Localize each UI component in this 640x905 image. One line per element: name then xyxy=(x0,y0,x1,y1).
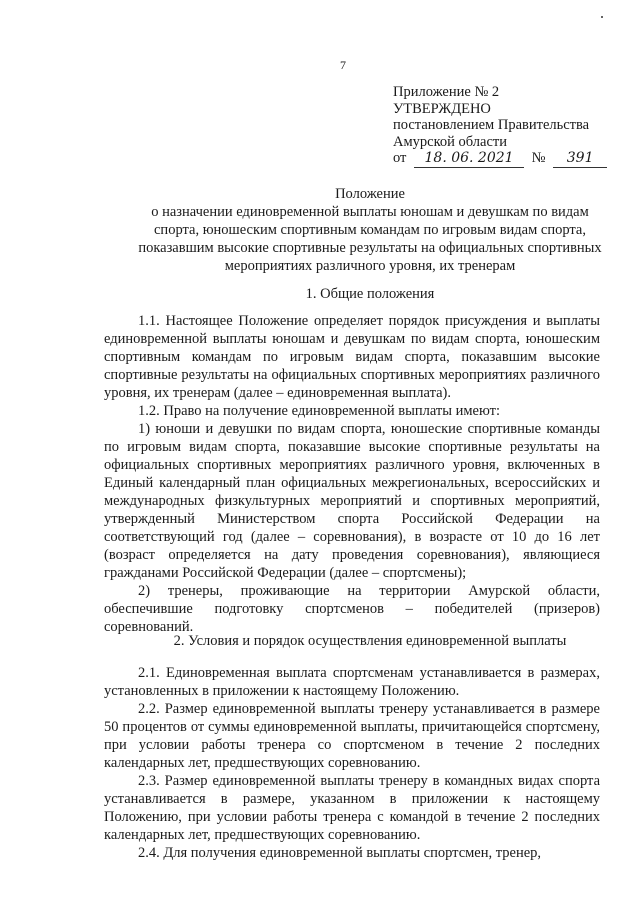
scan-speck xyxy=(601,16,603,18)
paragraph-1-2-item-2: 2) тренеры, проживающие на территории Амурской области, обеспечившие подготовку спортсменов – победителей (призеров) соревнований. xyxy=(104,583,600,635)
document-title xyxy=(110,185,630,275)
title-line-5: мероприятиях различного уровня, их тренерам xyxy=(224,258,516,274)
section-2-heading: 2. Условия и порядок осуществления единовременной выплаты xyxy=(173,633,567,649)
section-1-body xyxy=(104,312,600,636)
approval-stamp-block xyxy=(393,84,607,168)
section-1-heading: 1. Общие положения xyxy=(305,286,435,302)
number-label: № xyxy=(531,150,546,166)
approved-label: УТВЕРЖДЕНО xyxy=(393,100,491,117)
appendix-label: Приложение № 2 xyxy=(393,84,500,100)
title-line-1: Положение xyxy=(335,186,405,202)
paragraph-1-1: 1.1. Настоящее Положение определяет порядок присуждения и выплаты единовременной выплаты юношам и девушкам по видам спорта, юношеским спортивным командам по игровым видам спорта, показавшим высокие спортивные результаты на официальных спортивных мероприятиях различного уровня, их тренерам (далее – единовременная выплата). xyxy=(104,313,600,401)
title-line-2: о назначении единовременной выплаты юношам и девушкам по видам xyxy=(151,204,589,220)
handwritten-number: 391 xyxy=(553,150,607,168)
approval-date-line xyxy=(393,150,607,168)
section-2-body xyxy=(104,664,600,862)
paragraph-1-2-item-1: 1) юноши и девушки по видам спорта, юношеские спортивные команды по игровым видам спорта, показавшие высокие спортивные результаты на официальных спортивных мероприятиях различного уровня, включенных в Единый календарный план официальных межрегиональных, всероссийских и международных физкультурных мероприятий и спортивных мероприятий, утвержденный Министерством спорта Российской Федерации на соответствующий год (далее – соревнования), в возрасте от 10 до 16 лет (возраст определяется на дату проведения соревнования), являющиеся гражданами Российской Федерации (далее – спортсмены); xyxy=(104,421,600,581)
title-line-3: спорта, юношеским спортивным командам по игровым видам спорта, xyxy=(154,222,586,238)
paragraph-2-2: 2.2. Размер единовременной выплаты тренеру устанавливается в размере 50 процентов от суммы единовременной выплаты, причитающейся спортсмену, при условии работы тренера со спортсменом в течение 2 последних календарных лет, предшествующих соревнованию. xyxy=(104,701,600,771)
paragraph-2-4: 2.4. Для получения единовременной выплаты спортсмен, тренер, xyxy=(138,845,542,861)
paragraph-2-3: 2.3. Размер единовременной выплаты тренеру в командных видах спорта устанавливается в размере, указанном в приложении к настоящему Положению, при условии работы тренера с командой в течение 2 последних календарных лет, предшествующих соревнованию. xyxy=(104,773,600,843)
paragraph-2-1: 2.1. Единовременная выплата спортсменам устанавливается в размерах, установленных в приложении к настоящему Положению. xyxy=(104,665,600,699)
approved-by-line-1: постановлением Правительства xyxy=(393,117,590,133)
handwritten-date: 18. 06. 2021 xyxy=(414,150,524,168)
approved-by-line-2: Амурской области xyxy=(393,133,507,150)
title-line-4: показавшим высокие спортивные результаты на официальных спортивных xyxy=(138,240,602,256)
from-label: от xyxy=(393,150,407,166)
page-number: 7 xyxy=(340,58,346,72)
paragraph-1-2: 1.2. Право на получение единовременной выплаты имеют: xyxy=(138,403,501,419)
